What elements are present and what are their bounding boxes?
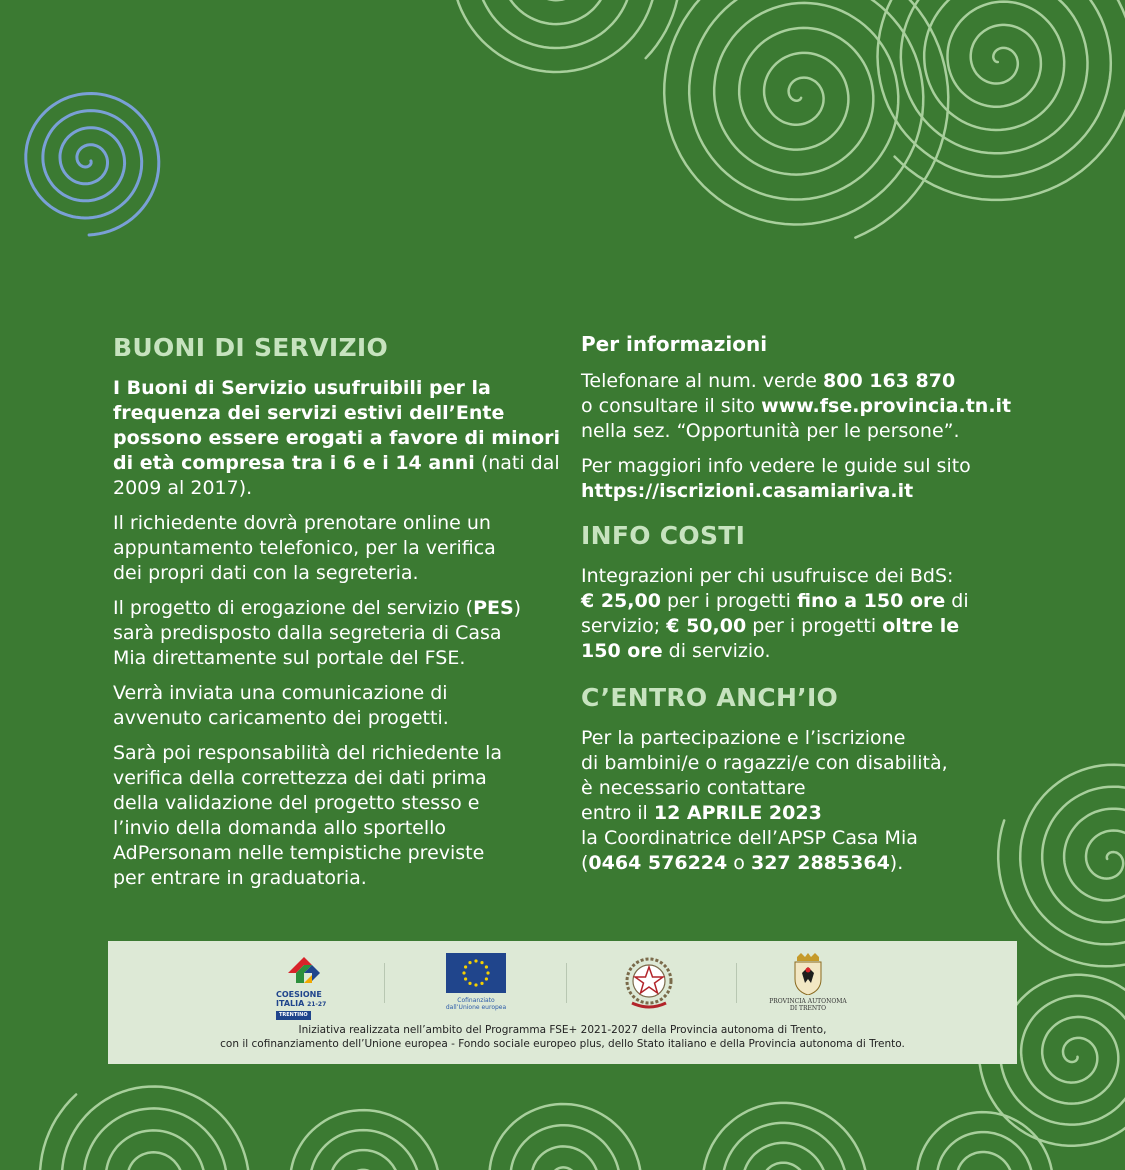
- centro-heading: C’ENTRO ANCH’IO: [581, 683, 839, 712]
- toll-free-number[interactable]: 800 163 870: [823, 370, 956, 392]
- responsibility-line-5: AdPersonam nelle tempistiche previste: [113, 842, 485, 864]
- guides-text: Per maggiori info vedere le guide sul sito: [581, 455, 971, 477]
- spiral-decoration: [878, 0, 1125, 200]
- booking-paragraph: [113, 511, 543, 586]
- buoni-intro: [113, 376, 561, 501]
- italian-emblem-icon: [622, 953, 676, 1013]
- birth-years-prefix: (nati dal: [474, 452, 560, 474]
- centro-line-5: la Coordinatrice dell’APSP Casa Mia: [581, 827, 918, 849]
- responsibility-line-2: verifica della correttezza dei dati prima: [113, 767, 487, 789]
- info-title: Per informazioni: [581, 332, 768, 356]
- footer-panel: [108, 941, 1017, 1064]
- coesione-years: 21-27: [307, 1001, 327, 1008]
- phone-number-2[interactable]: 327 2885364: [750, 852, 890, 874]
- age-range-text: di età compresa tra i 6 e i 14 anni: [113, 452, 475, 474]
- costs-paragraph: [581, 564, 1021, 664]
- eu-star: [486, 971, 489, 974]
- eu-caption-2: dall’Unione europea: [445, 1004, 507, 1011]
- responsibility-line-6: per entrare in graduatoria.: [113, 867, 367, 889]
- pes-close-paren: ): [513, 597, 522, 619]
- pes-line-1-text: Il progetto di erogazione del servizio (: [113, 597, 474, 619]
- guides-paragraph: [581, 454, 1021, 504]
- eu-star: [480, 982, 483, 985]
- spiral-decoration: [703, 1103, 867, 1170]
- pes-line-2: sarà predisposto dalla segreteria di Casa: [113, 622, 502, 644]
- pes-paragraph: [113, 596, 543, 671]
- centro-line-4: [581, 801, 1021, 826]
- cost-limit-2b: 150 ore: [581, 640, 663, 662]
- logo-divider-1: [384, 963, 385, 1003]
- funding-line-1: Iniziativa realizzata nell’ambito del Programma FSE+ 2021-2027 della Provincia autonoma di Trento,: [298, 1024, 827, 1036]
- notification-line-2: avvenuto caricamento dei progetti.: [113, 707, 449, 729]
- costs-line-2: [581, 589, 1021, 614]
- eu-star: [474, 983, 477, 986]
- pat-caption-1: PROVINCIA AUTONOMA: [769, 998, 847, 1005]
- funding-statement: [108, 1023, 1017, 1051]
- intro-line-4: [113, 451, 560, 476]
- eu-star: [462, 971, 465, 974]
- intro-line-3: possono essere erogati a favore di minori: [113, 427, 561, 449]
- intro-line-5: 2009 al 2017).: [113, 477, 253, 499]
- coesione-trentino: TRENTINO: [276, 1011, 311, 1020]
- eu-star: [464, 977, 467, 980]
- costs-mid-1: per i progetti: [660, 590, 797, 612]
- funding-line-2: con il cofinanziamento dell’Unione europea - Fondo sociale europeo plus, dello Stato italiano e della Provincia autonoma di Trento.: [220, 1038, 905, 1050]
- costs-end-1: di: [945, 590, 969, 612]
- buoni-heading: BUONI DI SERVIZIO: [113, 333, 389, 362]
- cost-amount-1: € 25,00: [581, 590, 661, 612]
- italian-emblem: [622, 953, 678, 1013]
- costs-line-1: Integrazioni per chi usufruisce dei BdS:: [581, 565, 954, 587]
- cost-amount-2: € 50,00: [666, 615, 747, 637]
- coesione-italia-icon: [284, 953, 324, 987]
- costs-mid-2: per i progetti: [746, 615, 883, 637]
- intro-line-1: I Buoni di Servizio usufruibili per la: [113, 377, 491, 399]
- logo-divider-3: [736, 963, 737, 1003]
- deadline-date: 12 APRILE 2023: [653, 802, 822, 824]
- cost-limit-1: fino a 150 ore: [796, 590, 946, 612]
- left-column: [113, 330, 561, 901]
- spiral-decoration: [452, 0, 680, 72]
- eu-star: [485, 977, 488, 980]
- eu-logo: [444, 953, 508, 1013]
- open-paren: (: [581, 852, 589, 874]
- centro-line-6: [581, 851, 1021, 876]
- italia-word: ITALIA: [276, 999, 305, 1008]
- contact-paragraph: [581, 369, 1021, 444]
- eu-star: [485, 965, 488, 968]
- logo-divider-2: [566, 963, 567, 1003]
- spiral-decoration: [40, 1087, 249, 1170]
- eu-caption-1: Cofinanziato: [457, 997, 495, 1004]
- notification-line-1: Verrà inviata una comunicazione di: [113, 682, 448, 704]
- costs-heading: INFO COSTI: [581, 521, 746, 550]
- trento-coat-of-arms-icon: [791, 953, 825, 995]
- eu-star: [474, 959, 477, 962]
- costs-end-2: di servizio.: [662, 640, 771, 662]
- booking-line-3: dei propri dati con la segreteria.: [113, 562, 419, 584]
- fse-site-link[interactable]: www.fse.provincia.tn.it: [761, 395, 1012, 417]
- costs-line-3-text: servizio;: [581, 615, 667, 637]
- intro-line-2: frequenza dei servizi estivi dell’Ente: [113, 402, 505, 424]
- pes-acronym: PES: [473, 597, 514, 619]
- responsibility-line-4: l’invio della domanda allo sportello: [113, 817, 447, 839]
- site-line: [581, 394, 1021, 419]
- phone-prefix: Telefonare al num. verde: [581, 370, 823, 392]
- costs-line-3: [581, 614, 1021, 639]
- spiral-decoration: [489, 1104, 641, 1170]
- site-prefix: o consultare il sito: [581, 395, 762, 417]
- pes-line-1: [113, 596, 543, 621]
- eu-flag-icon: [446, 953, 506, 993]
- pat-caption-2: DI TRENTO: [789, 1005, 827, 1012]
- responsibility-line-1: Sarà poi responsabilità del richiedente la: [113, 742, 502, 764]
- pes-line-3: Mia direttamente sul portale del FSE.: [113, 647, 466, 669]
- eu-star: [480, 961, 483, 964]
- booking-line-2: appuntamento telefonico, per la verifica: [113, 537, 496, 559]
- eu-star: [468, 961, 471, 964]
- right-column: [581, 330, 1021, 886]
- spiral-decoration: [26, 94, 159, 236]
- or-text: o: [727, 852, 751, 874]
- cost-limit-2a: oltre le: [882, 615, 960, 637]
- eu-star: [464, 965, 467, 968]
- phone-line: [581, 369, 1021, 394]
- trento-logo: [768, 953, 848, 1013]
- responsibility-paragraph: [113, 741, 543, 891]
- booking-line-1: Il richiedente dovrà prenotare online un: [113, 512, 491, 534]
- spiral-decoration: [897, 1112, 1053, 1170]
- coesione-italia-logo: [276, 953, 328, 1018]
- costs-line-4: [581, 639, 1021, 664]
- coesione-text: [276, 990, 326, 1020]
- responsibility-line-3: della validazione del progetto stesso e: [113, 792, 480, 814]
- guides-link[interactable]: https://iscrizioni.casamiariva.it: [581, 480, 914, 502]
- close-paren: ).: [889, 852, 904, 874]
- notification-paragraph: [113, 681, 543, 731]
- phone-number-1[interactable]: 0464 576224: [588, 852, 728, 874]
- centro-line-2: di bambini/e o ragazzi/e con disabilità,: [581, 752, 948, 774]
- eu-star: [468, 982, 471, 985]
- centro-line-1: Per la partecipazione e l’iscrizione: [581, 727, 906, 749]
- centro-paragraph: [581, 726, 1021, 876]
- spiral-decoration: [290, 1110, 440, 1170]
- coesione-word: COESIONE: [276, 990, 322, 999]
- centro-line-3: è necessario contattare: [581, 777, 806, 799]
- section-line: nella sez. “Opportunità per le persone”.: [581, 420, 960, 442]
- deadline-prefix: entro il: [581, 802, 654, 824]
- spiral-decoration: [664, 0, 948, 238]
